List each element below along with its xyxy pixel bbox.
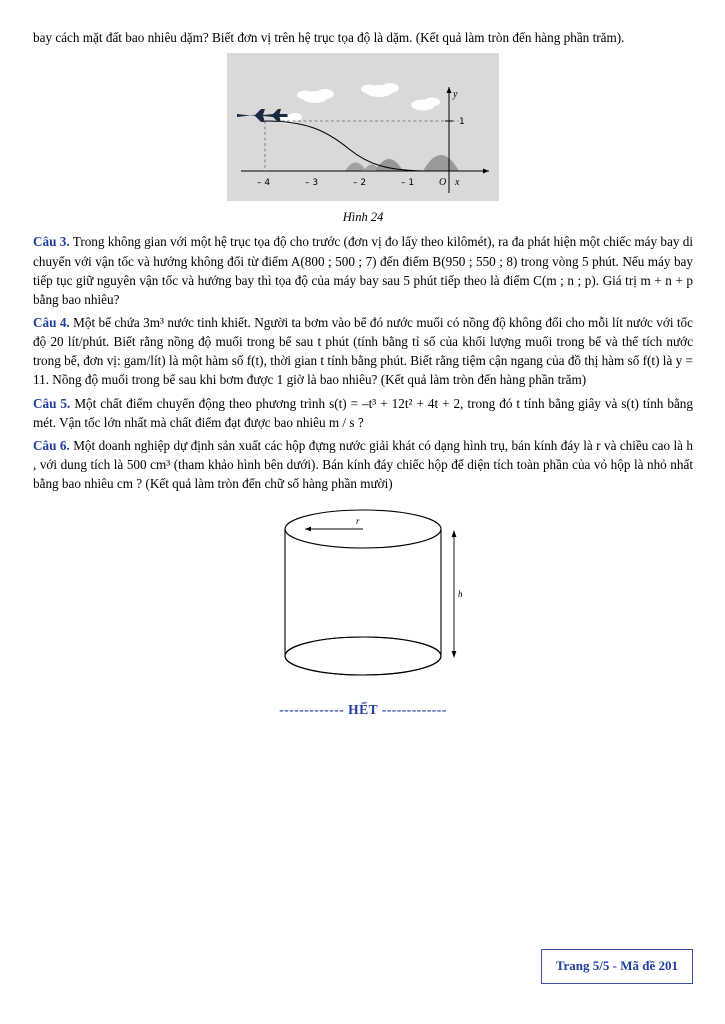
question-5-text: Một chất điểm chuyển động theo phương trình s(t) = –t³ + 12t² + 4t + 2, trong đó t tính bằng giây và s(t) tính bằng mét. Vận tốc lớn nhất mà chất điểm đạt được bao nhiêu m / s ? (33, 395, 693, 430)
svg-text:– 2: – 2 (353, 178, 367, 189)
question-4-label: Câu 4. (33, 314, 70, 330)
cylinder-figure-wrapper (33, 503, 693, 696)
document-content (33, 28, 693, 720)
question-3-label: Câu 3. (33, 234, 70, 250)
svg-text:y: y (453, 89, 458, 101)
cylinder-height-label: h (458, 589, 463, 600)
question-3-text: Trong không gian với một hệ trục tọa độ cho trước (đơn vị đo lấy theo kilômét), ra đa phát hiện một chiếc máy bay di chuyển với vận tốc và hướng không đổi từ điểm A(800 ; 500 ; 7) đến điểm B(950 ; 550 ; 8) trong vòng 5 phút. Nếu máy bay tiếp tục giữ nguyên vận tốc và hướng bay thì tọa độ của máy bay sau 5 phút tiếp theo là điểm C(m ; n ; p). Giá trị m + n + p bằng bao nhiêu? (33, 234, 694, 307)
question-6-label: Câu 6. (33, 437, 70, 453)
figure-24-svg (227, 53, 499, 201)
page-footer-badge: Trang 5/5 - Mã đề 201 (541, 949, 693, 984)
end-marker: ------------- HẾT ------------- (279, 702, 447, 718)
svg-text:– 3: – 3 (305, 178, 319, 189)
svg-text:– 1: – 1 (401, 178, 415, 189)
question-5-label: Câu 5. (33, 395, 71, 411)
svg-text:O: O (439, 177, 447, 189)
cylinder-figure (248, 503, 478, 691)
question-6-text: Một doanh nghiệp dự định sản xuất các hộp đựng nước giải khát có dạng hình trụ, bán kính đáy là r và chiều cao là h , với dung tích là 500 cm³ (tham khảo hình bên dưới). Bán kính đáy chiếc hộp để diện tích toàn phần của vỏ hộp là nhỏ nhất bằng bao nhiêu cm ? (Kết quả làm tròn đến chữ số hàng phần mười) (33, 437, 694, 492)
intro-paragraph: bay cách mặt đất bao nhiêu dặm? Biết đơn vị trên hệ trục tọa độ là dặm. (Kết quả làm tròn đến hàng phần trăm). (33, 30, 625, 45)
figure-24 (227, 53, 499, 201)
figure-24-wrapper (33, 53, 693, 206)
question-3 (33, 232, 693, 309)
question-4 (33, 313, 693, 390)
svg-text:1: 1 (459, 117, 465, 128)
svg-text:– 4: – 4 (257, 178, 271, 189)
svg-text:x: x (455, 177, 460, 189)
question-6 (33, 436, 693, 493)
cylinder-radius-label: r (356, 516, 360, 527)
question-5 (33, 394, 693, 432)
figure-24-caption: Hình 24 (342, 210, 384, 225)
question-4-text: Một bể chứa 3m³ nước tinh khiết. Người ta bơm vào bể đó nước muối có nồng độ không đổi cho mỗi lít nước với tốc độ 20 lít/phút. Biết rằng nồng độ muối trong bể sau t phút (tính bằng tỉ số của khối lượng muối trong bể và thể tích nước trong bể, đơn vị: gam/lít) là một hàm số f(t), thời gian t tính bằng phút. Biết rằng tiệm cận ngang của đồ thị hàm số f(t) là y = 11. Nồng độ muối trong bể sau khi bơm được 1 giờ là bao nhiêu? (Kết quả làm tròn đến hàng phần trăm) (33, 314, 694, 388)
